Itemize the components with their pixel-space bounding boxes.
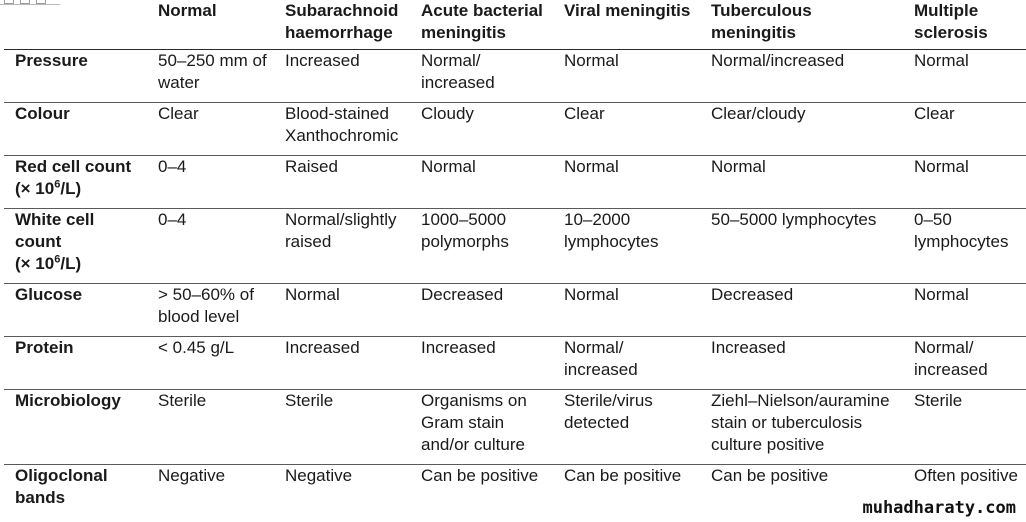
table-cell: Ziehl–Nielson/auramine stain or tuberculosis culture positive — [700, 390, 903, 465]
table-cell: 1000–5000 polymorphs — [410, 209, 553, 284]
row-label-protein: Protein — [4, 337, 147, 390]
table-cell: Can be positive — [711, 466, 829, 485]
table-row — [4, 390, 1026, 465]
table-cell: Normal — [903, 50, 1026, 103]
table-cell: Negative — [285, 466, 353, 485]
row-label-red-cell-count — [4, 156, 147, 209]
table-cell: Increased — [410, 337, 553, 390]
table-cell: Normal — [274, 284, 410, 337]
table-cell: Raised — [274, 156, 410, 209]
col-header-multiple-sclerosis: Multiple sclerosis — [903, 0, 1026, 50]
table-cell: Negative — [158, 466, 226, 485]
table-cell: 50–5000 lymphocytes — [700, 209, 903, 284]
csf-findings-table — [4, 0, 1026, 517]
table-cell: Normal — [700, 156, 903, 209]
table-cell: Sterile — [274, 390, 410, 465]
table-cell: Clear — [903, 103, 1026, 156]
row-label-text: Red cell count — [15, 157, 132, 176]
col-header-property — [4, 0, 147, 50]
table-cell: Increased — [274, 337, 410, 390]
table-cell: Normal — [903, 156, 1026, 209]
table-cell: Normal — [553, 156, 700, 209]
row-label-unit: (× $10^6/L$) — [15, 178, 82, 198]
row-label-unit: (× $10^6/L$) — [15, 253, 82, 273]
table-row — [4, 284, 1026, 337]
table-cell: Normal/ increased — [410, 50, 553, 103]
header-row — [4, 0, 1026, 50]
table-cell: Sterile/virus detected — [553, 390, 700, 465]
table-row — [4, 337, 1026, 390]
table-cell: Clear — [553, 103, 700, 156]
table-cell: 0–4 — [147, 156, 274, 209]
table-cell: Normal — [553, 50, 700, 103]
table-cell: Normal — [903, 284, 1026, 337]
table-cell: Can be positive — [564, 466, 682, 485]
table-cell: 50–250 mm of water — [147, 50, 274, 103]
table-cell: Normal/slightly raised — [274, 209, 410, 284]
row-label-glucose: Glucose — [4, 284, 147, 337]
table-cell: Normal/ increased — [553, 337, 700, 390]
table-row — [4, 103, 1026, 156]
table-row — [4, 156, 1026, 209]
table-cell: Clear — [147, 103, 274, 156]
col-header-subarachnoid-haemorrhage: Subarachnoid haemorrhage — [274, 0, 410, 50]
table-cell: Decreased — [700, 284, 903, 337]
table-row — [4, 209, 1026, 284]
table-cell: Increased — [700, 337, 903, 390]
table-cell: Normal — [553, 284, 700, 337]
row-label-microbiology: Microbiology — [4, 390, 147, 465]
col-header-tuberculous-meningitis: Tuberculous meningitis — [700, 0, 903, 50]
table-cell: Normal/ increased — [903, 337, 1026, 390]
table-cell: Blood-stained Xanthochromic — [274, 103, 410, 156]
watermark: muhadharaty.com — [862, 498, 1016, 518]
row-label-oligoclonal-bands: Oligoclonal bands — [15, 466, 108, 507]
table-cell: Often positive — [914, 466, 1018, 485]
row-label-white-cell-count — [4, 209, 147, 284]
col-header-normal: Normal — [147, 0, 274, 50]
row-label-pressure: Pressure — [4, 50, 147, 103]
table-cell: Can be positive — [421, 466, 539, 485]
table-cell: 10–2000 lymphocytes — [553, 209, 700, 284]
table-cell: Decreased — [410, 284, 553, 337]
table-cell: Sterile — [903, 390, 1026, 465]
table-cell: > 50–60% of blood level — [147, 284, 274, 337]
row-label-text: White cell count — [15, 210, 95, 251]
table-cell: 0–4 — [147, 209, 274, 284]
table-cell: Clear/cloudy — [700, 103, 903, 156]
table-cell: Increased — [274, 50, 410, 103]
table-cell: Normal/increased — [700, 50, 903, 103]
table-row — [4, 50, 1026, 103]
col-header-acute-bacterial-meningitis: Acute bacterial meningitis — [410, 0, 553, 50]
table-cell: Sterile — [147, 390, 274, 465]
row-label-colour: Colour — [4, 103, 147, 156]
table-cell: Organisms on Gram stain and/or culture — [410, 390, 553, 465]
table-cell: 0–50 lymphocytes — [903, 209, 1026, 284]
table-cell: Cloudy — [410, 103, 553, 156]
table-cell: Normal — [410, 156, 553, 209]
col-header-viral-meningitis: Viral meningitis — [553, 0, 700, 50]
table-cell: < 0.45 g/L — [147, 337, 274, 390]
